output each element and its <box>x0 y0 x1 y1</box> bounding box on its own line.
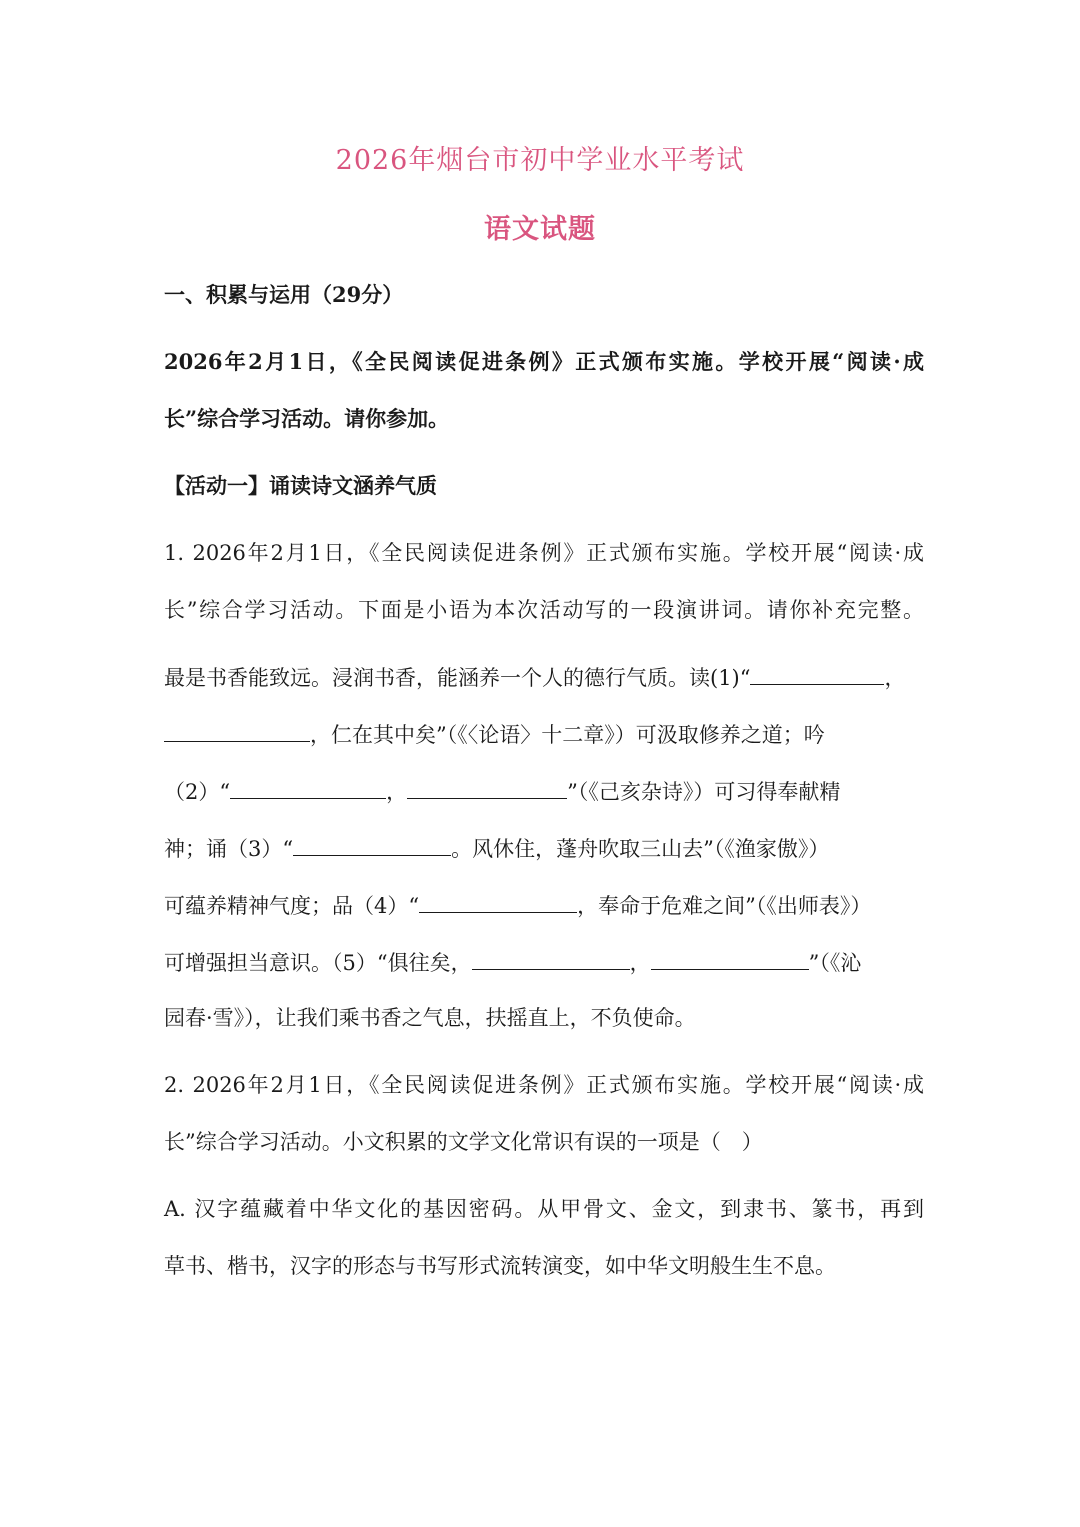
q1-line-8-text-a: 可增强担当意识。（5）“俱往矣， <box>164 951 472 975</box>
q1-line-8-text-c: ”（《沁 <box>808 951 862 975</box>
q1-line-3-comma: ， <box>884 666 906 690</box>
answer-blank-5a[interactable] <box>472 947 630 970</box>
exam-subtitle: 语文试题 <box>484 214 596 245</box>
answer-blank-1a[interactable] <box>750 662 884 685</box>
activity-heading: 【活动一】诵读诗文涵养气质 <box>164 473 437 498</box>
q2-line-1: 2. 2026年2月1日，《全民阅读促进条例》正式颁布实施。学校开展“阅读·成 <box>164 1073 924 1097</box>
q2-line-2: 长”综合学习活动。小文积累的文学文化常识有误的一项是（ ） <box>164 1130 763 1154</box>
q1-line-5 <box>164 776 924 807</box>
exam-title: 2026年烟台市初中学业水平考试 <box>335 145 745 176</box>
q1-line-7-text-a: 可蕴养精神气度；品（4）“ <box>164 894 420 918</box>
answer-blank-2a[interactable] <box>230 776 386 799</box>
q1-line-4-text: ，仁在其中矣”（《〈论语〉十二章》）可汲取修养之道；吟 <box>310 723 825 747</box>
q1-line-5-text-a: （2）“ <box>164 780 231 804</box>
q2-option-a-line-1: A. 汉字蕴藏着中华文化的基因密码。从甲骨文、金文，到隶书、篆书，再到 <box>164 1197 924 1221</box>
section-intro-line-2: 长”综合学习活动。请你参加。 <box>164 406 450 431</box>
q1-line-6-text-b: 。风休住，蓬舟吹取三山去”（《渔家傲》） <box>451 837 830 861</box>
answer-blank-2b[interactable] <box>407 776 567 799</box>
answer-blank-3[interactable] <box>293 833 451 856</box>
q1-line-7-text-b: ，奉命于危难之间”（《出师表》） <box>577 894 872 918</box>
q1-line-5-text-c: ”（《己亥杂诗》）可习得奉献精 <box>567 780 841 804</box>
section-intro-line-1: 2026年2月1日，《全民阅读促进条例》正式颁布实施。学校开展“阅读·成 <box>164 349 924 374</box>
q1-line-6-text-a: 神；诵（3）“ <box>164 837 294 861</box>
answer-blank-4[interactable] <box>419 890 577 913</box>
q1-line-8-comma: ， <box>629 951 651 975</box>
q1-line-5-comma: ， <box>386 780 408 804</box>
q1-line-2: 长”综合学习活动。下面是小语为本次活动写的一段演讲词。请你补充完整。 <box>164 598 924 622</box>
q1-line-1: 1. 2026年2月1日，《全民阅读促进条例》正式颁布实施。学校开展“阅读·成 <box>164 541 924 565</box>
q1-line-6 <box>164 833 924 864</box>
answer-blank-5b[interactable] <box>651 947 809 970</box>
answer-blank-1b[interactable] <box>164 719 310 742</box>
section-heading: 一、积累与运用（29分） <box>164 282 404 307</box>
q1-line-7 <box>164 890 924 921</box>
q1-line-3 <box>164 662 924 693</box>
q1-line-9: 园春·雪》），让我们乘书香之气息，扶摇直上，不负使命。 <box>164 1006 696 1030</box>
q1-line-8 <box>164 947 924 978</box>
q1-line-4 <box>164 719 924 750</box>
q1-line-3-text: 最是书香能致远。浸润书香，能涵养一个人的德行气质。读(1)“ <box>164 666 751 690</box>
q2-option-a-line-2: 草书、楷书，汉字的形态与书写形式流转演变，如中华文明般生生不息。 <box>164 1254 836 1278</box>
